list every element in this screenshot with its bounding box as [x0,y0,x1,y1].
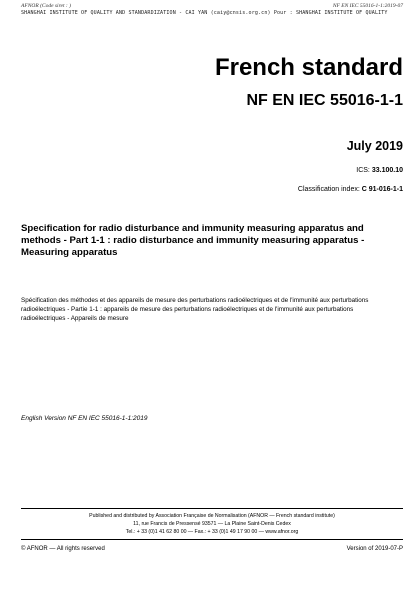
page-title: French standard [214,54,403,81]
classification-value: C 91-016-1-1 [361,186,403,193]
english-version-note: English Version NF EN IEC 55016-1-1:2019 [21,415,148,422]
version-label: Version of 2019-07-P [346,546,403,552]
publisher-line-1: Published and distributed by Association Française de Normalisation (AFNOR — French standard institute) [89,513,335,519]
watermark-copyright: SHANGHAI INSTITUTE OF QUALITY AND STANDARDIZATION - CAI YAN (caiy@cnsis.org.cn) Pour : SHANGHAI INSTITUTE OF QUALITY [21,10,388,16]
publication-date: July 2019 [346,139,403,153]
publisher-block [21,512,403,536]
ics-line [356,167,403,174]
publisher-contact: Tel.: + 33 (0)1 41 62 80 00 — Fax.: + 33 (0)1 49 17 90 00 — www.afnor.org [125,529,299,535]
title-english: Specification for radio disturbance and immunity measuring apparatus and methods - Part 1-1 : radio disturbance and immunity measuring apparatus - Measuring apparatus [21,223,365,258]
copyright-notice: © AFNOR — All rights reserved [21,546,105,552]
title-french: Spécification des méthodes et des appareils de mesure des perturbations radioélectriques et de l'immunité aux perturbations radioélectriques - Partie 1-1 : appareils de mesure des perturbations radioélectriques et de l'immunité aux perturbations radioélectriques - Appareils de mesure [21,297,369,322]
ics-value: 33.100.10 [371,167,403,174]
ics-label: ICS: [356,167,370,174]
publisher-divider-top [21,508,403,509]
watermark-left: AFNOR (Code siret : ) [21,3,71,9]
standard-number: NF EN IEC 55016-1-1 [246,92,403,109]
publisher-address: 11, rue Francis de Pressensé 93571 — La Plaine Saint-Denis Cedex [133,521,291,527]
watermark-right: NF EN IEC 55016-1-1:2019-07 [332,3,403,9]
publisher-divider-bottom [21,539,403,540]
classification-label: Classification index: [297,186,360,193]
classification-line [298,186,403,193]
